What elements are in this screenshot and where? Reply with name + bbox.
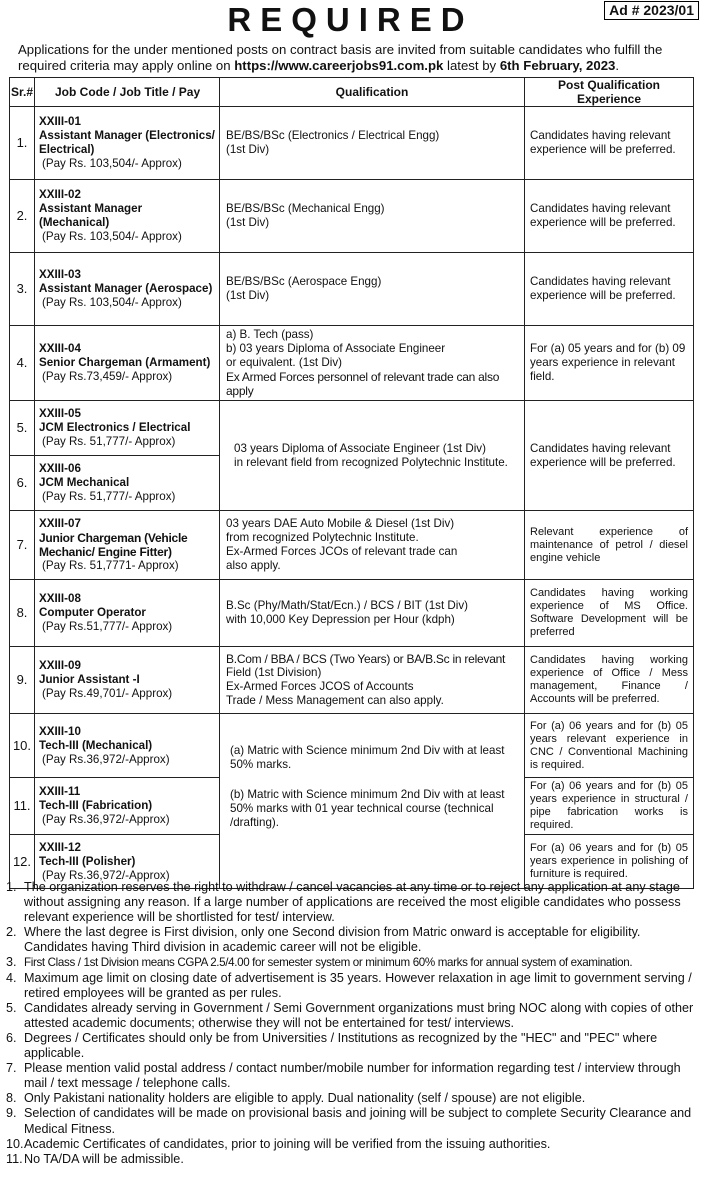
job-title: Tech-III (Polisher) bbox=[39, 854, 136, 868]
job-pay: (Pay Rs.36,972/-Approx) bbox=[42, 868, 170, 882]
qualification-line: also apply. bbox=[226, 559, 281, 572]
qualification-line: Ex-Armed Forces JCOs of relevant trade can bbox=[226, 545, 458, 558]
note-number: 11. bbox=[6, 1151, 23, 1166]
table-row bbox=[10, 580, 694, 647]
job-title: Assistant Manager (Mechanical) bbox=[39, 202, 143, 229]
qualification-cell bbox=[220, 253, 525, 326]
qualification-line: from recognized Polytechnic Institute. bbox=[226, 531, 419, 544]
row-sr: 9. bbox=[10, 647, 35, 714]
job-cell bbox=[35, 180, 220, 253]
qualification-cell bbox=[220, 511, 525, 580]
intro-text: Applications for the under mentioned posts on contract basis are invited from suitable candidates who fulfill the required criteria may apply online on bbox=[18, 42, 663, 73]
qualification-line: 03 years Diploma of Associate Engineer (1st Div) bbox=[234, 441, 486, 455]
ad-number-badge: Ad # 2023/01 bbox=[604, 1, 699, 20]
job-code: XXIII-03 bbox=[39, 268, 81, 281]
qualification-cell bbox=[220, 714, 525, 889]
job-title: Assistant Manager (Aerospace) bbox=[39, 282, 213, 295]
row-sr: 5. bbox=[10, 401, 35, 456]
job-code: XXIII-12 bbox=[39, 840, 81, 854]
job-code: XXIII-07 bbox=[39, 517, 81, 530]
qualification-line: or equivalent. (1st Div) bbox=[226, 356, 342, 369]
note-number: 5. bbox=[6, 1000, 17, 1015]
job-code: XXIII-10 bbox=[39, 724, 81, 738]
note-number: 9. bbox=[6, 1106, 17, 1121]
job-pay: (Pay Rs.36,972/-Approx) bbox=[42, 813, 170, 826]
job-pay: (Pay Rs. 103,504/- Approx) bbox=[42, 157, 182, 170]
note-text: Maximum age limit on closing date of advertisement is 35 years. However relaxation in age limit to government serving / retired employees will be granted as per rules. bbox=[24, 970, 692, 1000]
note-text: Only Pakistani nationality holders are eligible to apply. Dual nationality (self / spouse) are not eligible. bbox=[24, 1091, 586, 1106]
note-text: Candidates already serving in Government / Semi Government organizations must bring NOC along with copies of other attested academic documents; otherwise they will not be entertained for test/ interviews. bbox=[24, 1000, 694, 1030]
experience-cell: For (a) 05 years and for (b) 09 years experience in relevant field. bbox=[525, 326, 694, 401]
table-header-row bbox=[10, 78, 694, 107]
job-cell bbox=[35, 580, 220, 647]
note-number: 10. bbox=[6, 1136, 24, 1151]
qualification-line: Field (1st Division) bbox=[226, 666, 322, 679]
qualification-cell bbox=[220, 401, 525, 511]
job-title: Tech-III (Mechanical) bbox=[39, 738, 153, 752]
job-title: Senior Chargeman (Armament) bbox=[39, 356, 211, 369]
list-item bbox=[6, 1001, 694, 1031]
note-text: No TA/DA will be admissible. bbox=[24, 1151, 184, 1166]
job-title: JCM Mechanical bbox=[39, 476, 130, 489]
header-experience: Post Qualification Experience bbox=[525, 78, 694, 107]
note-number: 7. bbox=[6, 1061, 17, 1076]
qualification-line: (1st Div) bbox=[226, 289, 270, 302]
row-sr: 8. bbox=[10, 580, 35, 647]
job-code: XXIII-09 bbox=[39, 659, 81, 672]
qualification-line: (1st Div) bbox=[226, 216, 270, 229]
note-text: The organization reserves the right to withdraw / cancel vacancies at any time or to reject any application at any stage without assigning any reason. If a large number of applications are received the most eligible candidates who possess relevant experience will be shortlisted for test/ interview. bbox=[24, 880, 681, 925]
qualification-line: B.Com / BBA / BCS (Two Years) or BA/B.Sc in relevant bbox=[226, 652, 506, 666]
table-row bbox=[10, 326, 694, 401]
job-cell bbox=[35, 401, 220, 456]
job-cell bbox=[35, 714, 220, 778]
qualification-line: B.Sc (Phy/Math/Stat/Ecn.) / BCS / BIT (1st Div) bbox=[226, 599, 469, 612]
note-number: 4. bbox=[6, 970, 17, 985]
qualification-cell bbox=[220, 647, 525, 714]
qualification-line: with 10,000 Key Depression per Hour (kdph) bbox=[226, 613, 455, 626]
job-title: Tech-III (Fabrication) bbox=[39, 799, 153, 812]
job-title: JCM Electronics / Electrical bbox=[39, 421, 191, 434]
job-code: XXIII-05 bbox=[39, 407, 81, 420]
list-item bbox=[6, 925, 694, 955]
list-item bbox=[6, 955, 694, 970]
job-cell bbox=[35, 778, 220, 835]
experience-cell: Relevant experience of maintenance of petrol / diesel engine vehicle bbox=[525, 511, 694, 580]
experience-cell: Candidates having relevant experience will be preferred. bbox=[525, 253, 694, 326]
job-code: XXIII-06 bbox=[39, 462, 81, 475]
row-sr: 2. bbox=[10, 180, 35, 253]
row-sr: 12. bbox=[10, 835, 35, 889]
qualification-line: Ex-Armed Forces JCOS of Accounts bbox=[226, 680, 414, 693]
intro-text-end: . bbox=[615, 57, 620, 73]
row-sr: 4. bbox=[10, 326, 35, 401]
qualification-cell bbox=[220, 180, 525, 253]
note-number: 1. bbox=[6, 880, 17, 894]
list-item bbox=[6, 1106, 694, 1136]
list-item bbox=[6, 971, 694, 1001]
intro-paragraph bbox=[18, 42, 686, 73]
job-code: XXIII-02 bbox=[39, 188, 81, 201]
job-pay: (Pay Rs.51,777/- Approx) bbox=[42, 620, 173, 633]
note-number: 2. bbox=[6, 925, 17, 940]
job-pay: (Pay Rs.73,459/- Approx) bbox=[42, 370, 173, 383]
job-pay: (Pay Rs. 103,504/- Approx) bbox=[42, 230, 182, 243]
job-pay: (Pay Rs. 51,777/- Approx) bbox=[42, 435, 176, 448]
job-cell bbox=[35, 456, 220, 511]
table-row bbox=[10, 647, 694, 714]
qualification-line: (1st Div) bbox=[226, 143, 270, 156]
job-cell bbox=[35, 326, 220, 401]
job-pay: (Pay Rs.49,701/- Approx) bbox=[42, 687, 173, 700]
job-pay: (Pay Rs.36,972/-Approx) bbox=[42, 752, 170, 766]
list-item bbox=[6, 1031, 694, 1061]
jobs-table bbox=[9, 77, 694, 889]
header-qualification: Qualification bbox=[220, 78, 525, 107]
experience-cell: Candidates having relevant experience will be preferred. bbox=[525, 401, 694, 511]
list-item bbox=[6, 1061, 694, 1091]
qualification-line: BE/BS/BSc (Electronics / Electrical Engg) bbox=[226, 129, 440, 142]
job-code: XXIII-08 bbox=[39, 592, 81, 605]
table-row bbox=[10, 511, 694, 580]
experience-cell: Candidates having relevant experience will be preferred. bbox=[525, 107, 694, 180]
table-row bbox=[10, 180, 694, 253]
note-number: 6. bbox=[6, 1030, 17, 1045]
header-job: Job Code / Job Title / Pay bbox=[35, 78, 220, 107]
experience-cell: For (a) 06 years and for (b) 05 years relevant experience in CNC / Conventional Machining is required. bbox=[525, 714, 694, 778]
row-sr: 3. bbox=[10, 253, 35, 326]
job-pay: (Pay Rs. 51,777/- Approx) bbox=[42, 490, 176, 503]
job-code: XXIII-01 bbox=[39, 115, 81, 128]
job-pay: (Pay Rs. 103,504/- Approx) bbox=[42, 296, 182, 309]
website-link[interactable]: https://www.careerjobs91.com.pk bbox=[234, 57, 444, 73]
page-title: REQUIRED bbox=[227, 1, 474, 38]
qualification-line: in relevant field from recognized Polytechnic Institute. bbox=[234, 455, 508, 469]
job-pay: (Pay Rs. 51,7771- Approx) bbox=[42, 559, 179, 572]
page-header bbox=[0, 0, 701, 41]
qualification-line: Trade / Mess Management can also apply. bbox=[226, 694, 444, 707]
job-title: Junior Chargeman (Vehicle Mechanic/ Engine Fitter) bbox=[39, 531, 188, 559]
row-sr: 11. bbox=[10, 778, 35, 835]
deadline-date: 6th February, 2023 bbox=[499, 57, 616, 73]
note-text: Degrees / Certificates should only be from Universities / Institutions as recognized by the "HEC" and "PEC" where applicable. bbox=[24, 1030, 658, 1061]
qualification-line: Ex Armed Forces personnel of relevant trade can also apply bbox=[226, 370, 500, 398]
qualification-cell bbox=[220, 326, 525, 401]
qualification-line: (b) Matric with Science minimum 2nd Div with at least 50% marks with 01 year technical course (technical /drafting). bbox=[230, 788, 505, 829]
experience-cell: For (a) 06 years and for (b) 05 years experience in polishing of furniture is required. bbox=[525, 835, 694, 889]
experience-cell: Candidates having relevant experience will be preferred. bbox=[525, 180, 694, 253]
header-sr: Sr.# bbox=[10, 78, 35, 107]
row-sr: 6. bbox=[10, 456, 35, 511]
qualification-line: 03 years DAE Auto Mobile & Diesel (1st Div) bbox=[226, 517, 455, 530]
note-text: Please mention valid postal address / contact number/mobile number for information regarding test / interview through mail / text message / telephone calls. bbox=[24, 1061, 681, 1091]
experience-cell: Candidates having working experience of Office / Mess management, Finance / Accounts will be preferred. bbox=[525, 647, 694, 714]
qualification-line: b) 03 years Diploma of Associate Engineer bbox=[226, 342, 446, 355]
experience-cell: Candidates having working experience of MS Office. Software Development will be preferred bbox=[525, 580, 694, 647]
job-cell bbox=[35, 253, 220, 326]
list-item bbox=[6, 1152, 694, 1167]
row-sr: 1. bbox=[10, 107, 35, 180]
qualification-line: (a) Matric with Science minimum 2nd Div with at least 50% marks. bbox=[230, 744, 505, 771]
job-code: XXIII-04 bbox=[39, 342, 81, 355]
qualification-line: a) B. Tech (pass) bbox=[226, 328, 314, 341]
list-item bbox=[6, 880, 694, 925]
note-text: Where the last degree is First division, only one Second division from Matric onward is acceptable for eligibility. Candidates having Third division in academic career will not be eligible. bbox=[24, 925, 641, 955]
job-title: Assistant Manager (Electronics/ Electrical) bbox=[39, 129, 215, 156]
qualification-cell bbox=[220, 107, 525, 180]
list-item bbox=[6, 1091, 694, 1106]
list-item bbox=[6, 1137, 694, 1152]
table-row bbox=[10, 401, 694, 456]
row-sr: 7. bbox=[10, 511, 35, 580]
job-cell bbox=[35, 647, 220, 714]
note-number: 3. bbox=[6, 955, 17, 970]
experience-cell: For (a) 06 years and for (b) 05 years experience in structural / pipe fabrication works is required. bbox=[525, 778, 694, 835]
job-cell bbox=[35, 511, 220, 580]
qualification-line: BE/BS/BSc (Mechanical Engg) bbox=[226, 202, 385, 215]
table-row bbox=[10, 253, 694, 326]
table-row bbox=[10, 714, 694, 778]
note-number: 8. bbox=[6, 1091, 17, 1106]
note-text: First Class / 1st Division means CGPA 2.5/4.00 for semester system or minimum 60% marks for annual system of examination. bbox=[24, 956, 633, 970]
job-code: XXIII-11 bbox=[39, 785, 81, 798]
intro-text-middle: latest by bbox=[443, 57, 500, 73]
note-text: Academic Certificates of candidates, prior to joining will be verified from the issuing authorities. bbox=[24, 1136, 551, 1151]
job-cell bbox=[35, 107, 220, 180]
table-row bbox=[10, 107, 694, 180]
job-title: Junior Assistant -I bbox=[39, 673, 140, 686]
row-sr: 10. bbox=[10, 714, 35, 778]
qualification-cell bbox=[220, 580, 525, 647]
job-title: Computer Operator bbox=[39, 606, 146, 619]
qualification-line: BE/BS/BSc (Aerospace Engg) bbox=[226, 275, 382, 288]
note-text: Selection of candidates will be made on provisional basis and joining will be subject to complete Security Clearance and Medical Fitness. bbox=[24, 1106, 692, 1136]
notes-list bbox=[6, 880, 694, 1167]
